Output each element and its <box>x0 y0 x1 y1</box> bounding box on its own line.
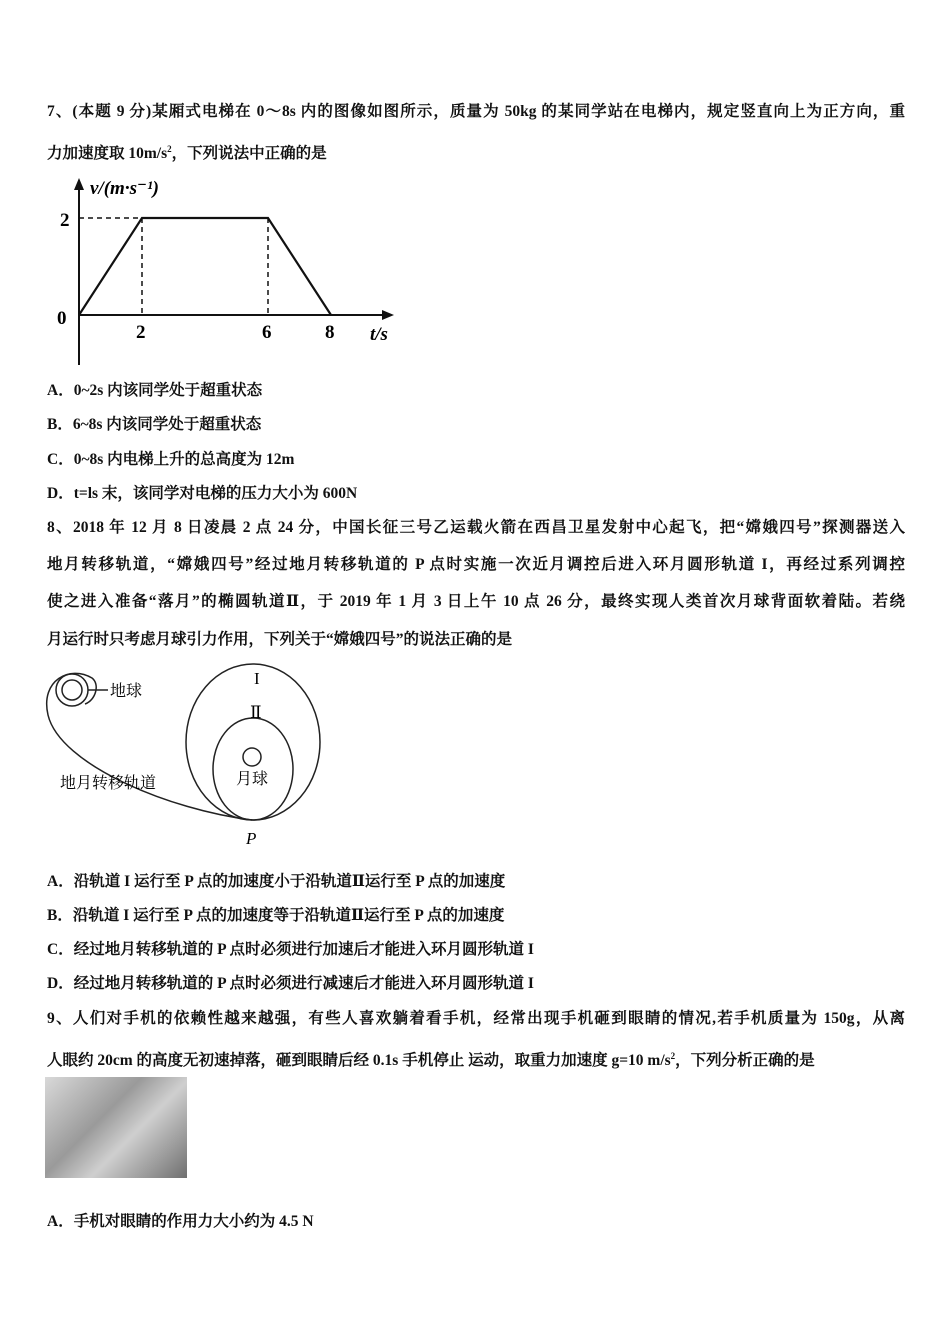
person-lying-with-phone-photo <box>45 1077 187 1178</box>
q9-option-a: A．手机对眼睛的作用力大小约为 4.5 N <box>47 1213 314 1230</box>
q7-option-c: C．0~8s 内电梯上升的总高度为 12m <box>47 451 295 468</box>
x-tick: 2 <box>136 322 146 343</box>
orbit-2-label: Ⅱ <box>250 703 262 722</box>
superscript: 2 <box>167 144 172 154</box>
origin-label: 0 <box>57 308 67 329</box>
earth-label: 地球 <box>110 683 143 700</box>
q8-stem-line1: 8、2018 年 12 月 8 日凌晨 2 点 24 分，中国长征三号乙运载火箭在西昌卫星发射中心起飞，把“嫦娥四号”探测器送入 <box>47 519 905 536</box>
q8-option-d: D．经过地月转移轨道的 P 点时必须进行减速后才能进入环月圆形轨道 I <box>47 975 534 992</box>
q8-stem-line2: 地月转移轨道，“嫦娥四号”经过地月转移轨道的 P 点时实施一次近月调控后进入环月圆形轨道 I，再经过系列调控 <box>47 556 905 573</box>
q8-option-a: A．沿轨道 I 运行至 P 点的加速度小于沿轨道Ⅱ运行至 P 点的加速度 <box>47 873 506 890</box>
earth-outer-circle <box>56 674 88 706</box>
q8-option-b: B．沿轨道 I 运行至 P 点的加速度等于沿轨道Ⅱ运行至 P 点的加速度 <box>47 907 505 924</box>
orbit-1-label: I <box>254 669 260 688</box>
orbit-2 <box>213 718 293 820</box>
q9-stem-text-end: ，下列分析正确的是 <box>675 1052 815 1070</box>
q7-option-a: A．0~2s 内该同学处于超重状态 <box>47 382 263 399</box>
q7-stem-text: 力加速度取 10m/s <box>47 145 168 163</box>
transfer-orbit <box>47 673 252 820</box>
q8-option-c: C．经过地月转移轨道的 P 点时必须进行加速后才能进入环月圆形轨道 I <box>47 941 534 958</box>
transfer-orbit-label: 地月转移轨道 <box>60 775 157 792</box>
orbit-diagram <box>0 660 360 855</box>
moon-circle <box>243 748 261 766</box>
q7-option-d: D．t=ls 末，该同学对电梯的压力大小为 600N <box>47 485 358 502</box>
x-axis-label: t/s <box>370 324 388 345</box>
orbit-1 <box>186 664 320 820</box>
point-p-label: P <box>246 829 257 848</box>
y-axis-label: v/(m·s⁻¹) <box>90 178 160 199</box>
x-tick: 8 <box>325 322 335 343</box>
superscript: 2 <box>670 1051 676 1061</box>
q9-stem-text: 人眼约 20cm 的高度无初速掉落，砸到眼睛后经 0.1s 手机停止 运动，取重力加速度 g=10 m/s <box>47 1052 671 1070</box>
q9-stem-line1: 9、人们对手机的依赖性越来越强，有些人喜欢躺着看手机，经常出现手机砸到眼睛的情况,若手机质量为 150g，从离 <box>47 1010 905 1027</box>
q8-stem-line4: 月运行时只考虑月球引力作用，下列关于“嫦娥四号”的说法正确的是 <box>47 631 513 648</box>
y-tick: 2 <box>60 210 70 231</box>
q7-option-b: B．6~8s 内该同学处于超重状态 <box>47 416 262 433</box>
x-tick: 6 <box>262 322 272 343</box>
q7-stem-line2 <box>47 139 327 164</box>
velocity-time-graph <box>0 170 420 370</box>
earth-circle <box>62 680 82 700</box>
q7-stem-line1: 7、(本题 9 分)某厢式电梯在 0～8s 内的图像如图所示，质量为 50kg 的某同学站在电梯内，规定竖直向上为正方向，重 <box>47 103 905 120</box>
q9-stem-line2 <box>47 1046 815 1071</box>
moon-label: 月球 <box>236 771 269 788</box>
q8-stem-line3: 使之进入准备“落月”的椭圆轨道Ⅱ，于 2019 年 1 月 3 日上午 10 点 26 分，最终实现人类首次月球背面软着陆。若绕 <box>47 593 905 610</box>
q7-stem-text-end: ，下列说法中正确的是 <box>171 145 327 163</box>
velocity-line <box>79 218 331 315</box>
